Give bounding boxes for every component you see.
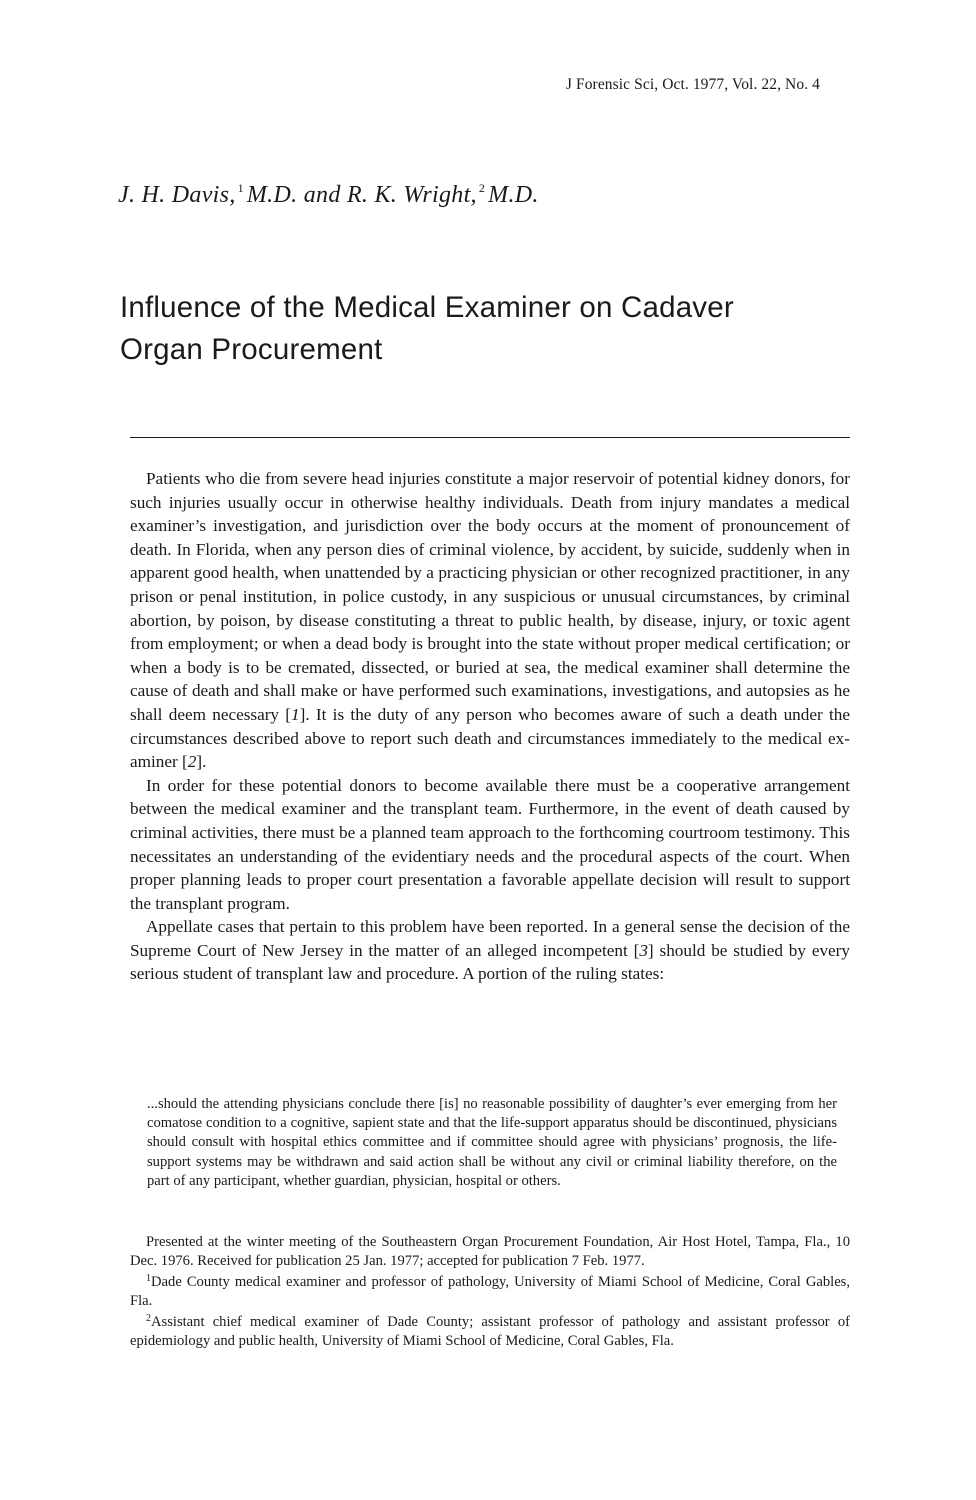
author-1-footnote-mark: 1 bbox=[237, 181, 244, 195]
author-2-footnote-mark: 2 bbox=[478, 181, 486, 195]
footnote-presented: Presented at the winter meeting of the Southeastern Organ Procurement Foundation, Air Host Hotel, Tampa, Fla., 10 Dec. 1976. Received for publication 25 Jan. 1977; accepted for publication 7 Feb. 1977. bbox=[130, 1234, 850, 1269]
author-1-name: J. H. Davis, bbox=[118, 182, 236, 208]
author-line bbox=[118, 181, 539, 209]
footnote-1-text: Dade County medical examiner and professor of pathology, University of Miami School of Medicine, Coral Gables, Fla. bbox=[130, 1274, 850, 1309]
footnotes bbox=[130, 1233, 850, 1351]
footnote-2-text: Assistant chief medical examiner of Dade County; assistant professor of pathology and assistant professor of epidemiology and public health, University of Miami School of Medicine, Coral Gables, Fla. bbox=[130, 1314, 850, 1349]
author-2-degree: M.D. bbox=[488, 182, 539, 208]
author-2-name: R. K. Wright, bbox=[346, 182, 477, 208]
paragraph-2: In order for these potential donors to become available there must be a cooperative arrangement between the medical examiner and the transplant team. Furthermore, in the event of death caused by criminal activities, there must be a planned team approach to the forthcoming courtroom testimony. This necessitates an understanding of the evidentiary needs and the procedural aspects of the court. When proper planning leads to proper court presentation a favorable appellate decision will result to support the transplant program. bbox=[130, 775, 850, 913]
journal-citation: J Forensic Sci, Oct. 1977, Vol. 22, No. 4 bbox=[565, 76, 820, 93]
reference-3: 3 bbox=[639, 940, 648, 960]
paragraph-1-part-b: ]. It is the duty of any person who becomes aware of such a death under the circumstances described above to report such death and circumstances immediately to the medical examiner [ bbox=[130, 704, 850, 772]
title-divider bbox=[130, 437, 850, 438]
title-line-1: Influence of the Medical Examiner on Cadaver bbox=[120, 291, 734, 324]
footnote-2-mark: 2 bbox=[146, 1313, 151, 1325]
paragraph-3-part-b: ] should be studied by every serious student of transplant law and procedure. A portion of the ruling states: bbox=[130, 940, 850, 984]
reference-2: 2 bbox=[187, 752, 197, 772]
footnote-1-mark: 1 bbox=[146, 1273, 151, 1285]
paragraph-3 bbox=[130, 915, 850, 986]
paragraph-1-part-c: ]. bbox=[196, 752, 207, 772]
author-1-degree: M.D. and bbox=[246, 182, 341, 208]
paper-title bbox=[120, 287, 860, 371]
body-text bbox=[130, 467, 850, 986]
block-quote: ...should the attending physicians conclude there [is] no reasonable possibility of daughter’s ever emerging from her comatose condition to a cognitive, sapient state and that the life-support apparatus should be discontinued, physicians should consult with hospital ethics committee and if committee should agree with physicians’ prognosis, the life-support systems may be withdrawn and said action shall be without any civil or criminal liability therefore, on the part of any participant, whether guardian, physician, hospital or others. bbox=[147, 1096, 837, 1189]
paragraph-1-part-a: Patients who die from severe head injuries constitute a major reservoir of potential kidney donors, for such injuries usually occur in otherwise healthy individuals. Death from injury mandates a medical examiner’s investigation, and jurisdiction over the body occurs at the moment of pronouncement of death. In Florida, when any person dies of criminal violence, by accident, by suicide, suddenly when in apparent good health, when unattended by a practicing physician or other recognized practitioner, in any prison or penal institution, in police custody, in any suspicious or unusual circumstances, by criminal abortion, by poison, by disease constituting a threat to public health, by disease, injury, or toxic agent from employment; or when a dead body is brought into the state without proper medical certification; or when a body is to be cremated, dissected, or buried at sea, the medical examiner shall determine the cause of death and shall make or have performed such examinations, investigations, and autopsies as he shall deem necessary [ bbox=[130, 469, 850, 724]
footnote-1 bbox=[130, 1270, 850, 1310]
title-line-2: Organ Procurement bbox=[120, 333, 383, 366]
paragraph-1 bbox=[130, 467, 850, 774]
paragraph-3-part-a: Appellate cases that pertain to this problem have been reported. In a general sense the decision of the Supreme Court of New Jersey in the matter of an alleged incompetent [ bbox=[130, 917, 850, 960]
footnote-2 bbox=[130, 1310, 850, 1350]
reference-1: 1 bbox=[291, 704, 300, 724]
